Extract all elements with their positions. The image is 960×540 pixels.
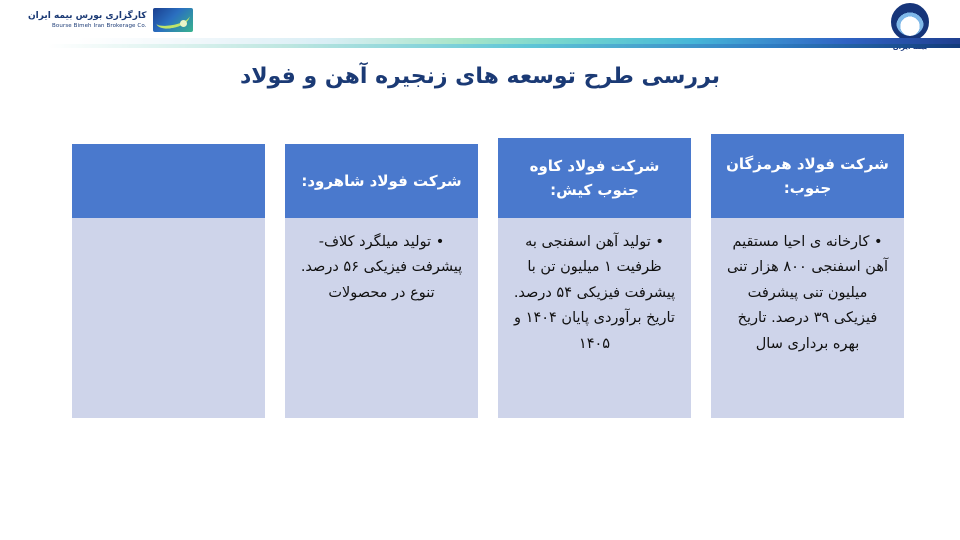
brokerage-logo-text bbox=[28, 11, 147, 29]
card-heading: شرکت فولاد شاهرود: bbox=[285, 144, 478, 218]
card-heading: شرکت فولاد کاوه جنوب کیش: bbox=[498, 138, 691, 218]
card-heading bbox=[72, 144, 265, 218]
card-shahroud-steel bbox=[285, 144, 478, 418]
page-title: بررسی طرح توسعه های زنجیره آهن و فولاد bbox=[239, 64, 721, 89]
brokerage-name-fa: کارگزاری بورس بیمه ایران bbox=[28, 11, 147, 21]
card-body bbox=[72, 218, 265, 418]
header-band bbox=[0, 0, 960, 48]
cards-row bbox=[72, 144, 904, 418]
card-body: • کارخانه ی احیا مستقیم آهن اسفنجی ۸۰۰ هزار تنی میلیون تنی پیشرفت فیزیکی ۳۹ درصد. تاریخ بهره برداری سال bbox=[711, 218, 904, 418]
brokerage-logo bbox=[28, 8, 193, 32]
brokerage-mark-icon bbox=[153, 8, 193, 32]
header-gradient-bar-accent bbox=[0, 44, 960, 48]
card-body: • تولید آهن اسفنجی به ظرفیت ۱ میلیون تن با پیشرفت فیزیکی ۵۴ درصد. تاریخ برآوردی پایان ۱۴۰۴ و ۱۴۰۵ bbox=[498, 218, 691, 418]
card-kaveh-south-kish-steel bbox=[498, 144, 691, 418]
card-empty-placeholder bbox=[72, 144, 265, 418]
card-heading: شرکت فولاد هرمزگان جنوب: bbox=[711, 134, 904, 218]
brokerage-name-en: Bourse Bimeh Iran Brokerage Co. bbox=[52, 23, 147, 29]
card-hormozgan-south-steel bbox=[711, 144, 904, 418]
card-body: • تولید میلگرد کلاف- پیشرفت فیزیکی ۵۶ درصد. تنوع در محصولات bbox=[285, 218, 478, 418]
bimeh-iran-seal-icon bbox=[891, 3, 929, 41]
